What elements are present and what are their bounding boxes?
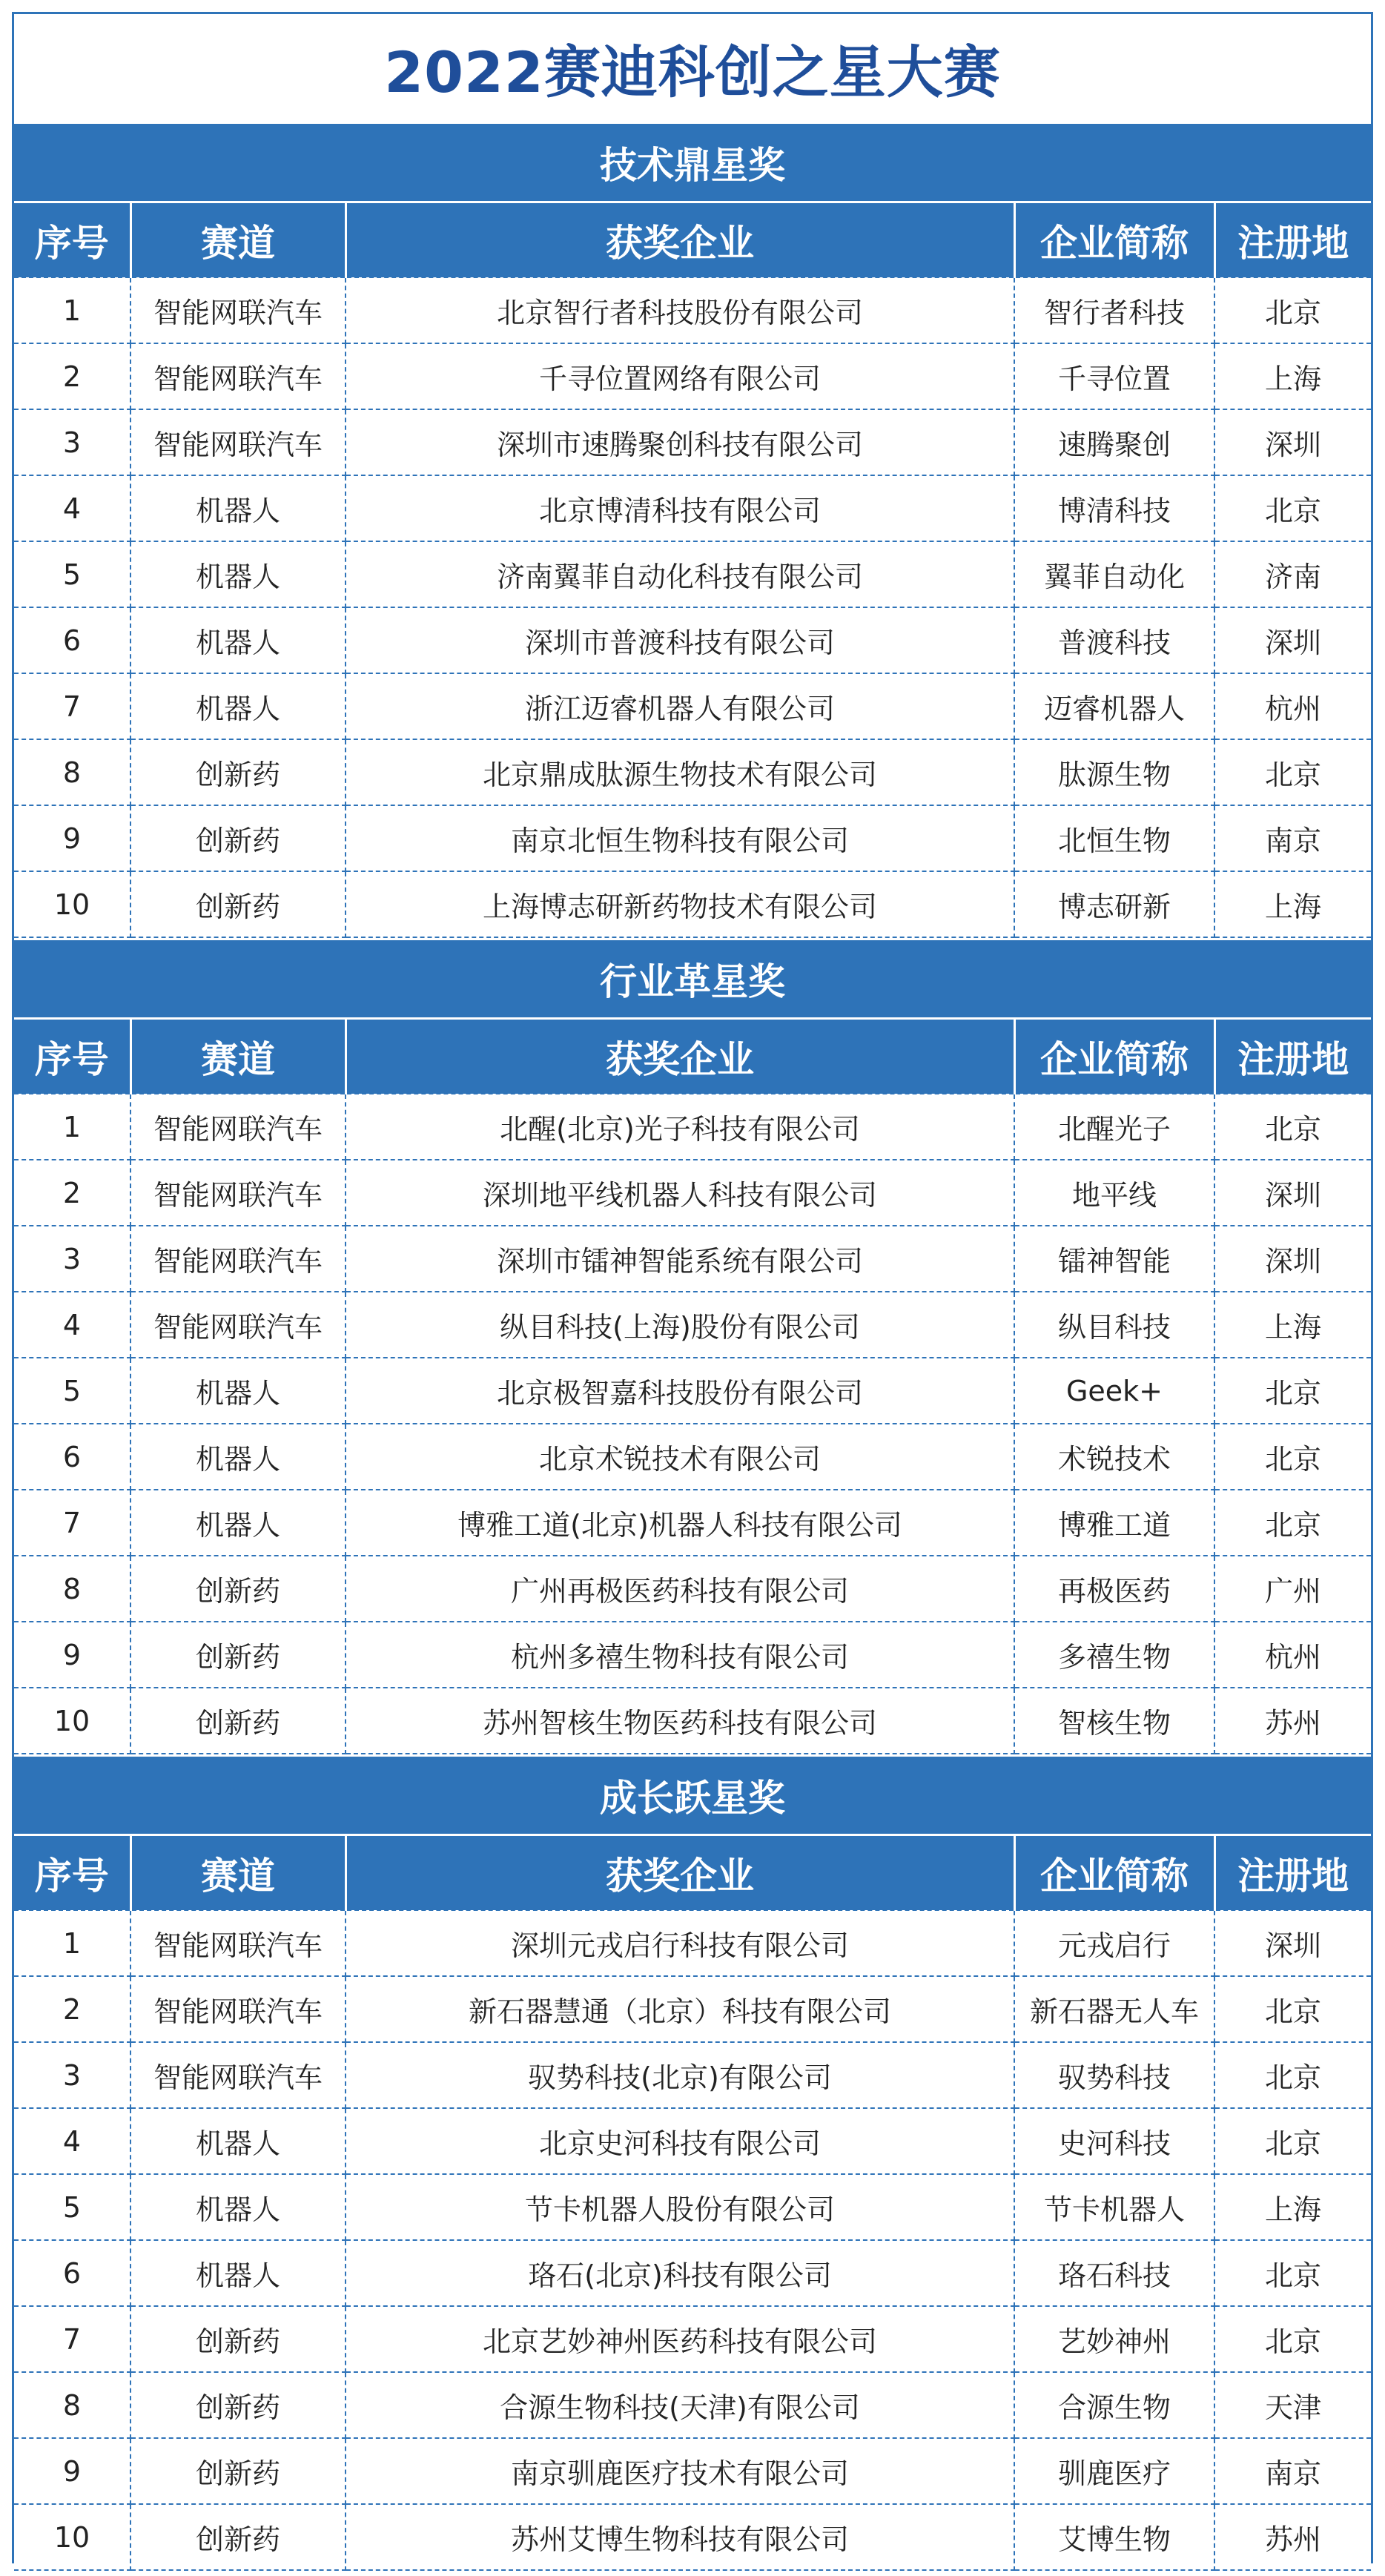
cell-track: 创新药 (130, 871, 346, 937)
cell-short-name: 纵目科技 (1014, 1292, 1214, 1358)
award-table (14, 1834, 1371, 2571)
cell-track: 创新药 (130, 2372, 346, 2438)
header-track: 赛道 (130, 1835, 346, 1911)
cell-seq: 10 (14, 2504, 130, 2570)
cell-company: 北京鼎成肽源生物技术有限公司 (346, 739, 1014, 805)
cell-track: 创新药 (130, 2438, 346, 2504)
cell-short-name: 博清科技 (1014, 475, 1214, 541)
table-row (14, 1292, 1371, 1358)
header-company: 获奖企业 (346, 1019, 1014, 1094)
table-row (14, 1490, 1371, 1556)
cell-company: 深圳地平线机器人科技有限公司 (346, 1160, 1014, 1226)
cell-short-name: 节卡机器人 (1014, 2174, 1214, 2240)
cell-company: 驭势科技(北京)有限公司 (346, 2042, 1014, 2108)
cell-short-name: 千寻位置 (1014, 343, 1214, 409)
cell-seq: 5 (14, 541, 130, 607)
table-row (14, 1160, 1371, 1226)
cell-location: 北京 (1214, 1490, 1371, 1556)
cell-location: 北京 (1214, 475, 1371, 541)
header-short-name: 企业简称 (1014, 1019, 1214, 1094)
cell-company: 苏州智核生物医药科技有限公司 (346, 1688, 1014, 1754)
cell-location: 北京 (1214, 2108, 1371, 2174)
cell-seq: 6 (14, 1424, 130, 1490)
award-section (14, 1754, 1371, 2571)
cell-short-name: 艾博生物 (1014, 2504, 1214, 2570)
cell-company: 北京艺妙神州医药科技有限公司 (346, 2306, 1014, 2372)
cell-seq: 4 (14, 2108, 130, 2174)
cell-location: 广州 (1214, 1556, 1371, 1622)
cell-seq: 5 (14, 1358, 130, 1424)
cell-seq: 4 (14, 475, 130, 541)
cell-seq: 7 (14, 673, 130, 739)
cell-track: 创新药 (130, 1622, 346, 1688)
cell-location: 北京 (1214, 1094, 1371, 1160)
cell-short-name: 速腾聚创 (1014, 409, 1214, 475)
cell-company: 纵目科技(上海)股份有限公司 (346, 1292, 1014, 1358)
table-row (14, 805, 1371, 871)
cell-location: 北京 (1214, 2240, 1371, 2306)
header-seq: 序号 (14, 1019, 130, 1094)
cell-location: 深圳 (1214, 607, 1371, 673)
cell-company: 浙江迈睿机器人有限公司 (346, 673, 1014, 739)
cell-seq: 8 (14, 1556, 130, 1622)
cell-short-name: Geek+ (1014, 1358, 1214, 1424)
cell-track: 机器人 (130, 2108, 346, 2174)
header-track: 赛道 (130, 202, 346, 278)
cell-short-name: 智核生物 (1014, 1688, 1214, 1754)
cell-location: 南京 (1214, 805, 1371, 871)
table-row (14, 2174, 1371, 2240)
cell-seq: 7 (14, 2306, 130, 2372)
cell-short-name: 驭势科技 (1014, 2042, 1214, 2108)
cell-short-name: 地平线 (1014, 1160, 1214, 1226)
cell-track: 机器人 (130, 2174, 346, 2240)
table-row (14, 277, 1371, 343)
table-row (14, 2042, 1371, 2108)
cell-company: 千寻位置网络有限公司 (346, 343, 1014, 409)
cell-short-name: 博志研新 (1014, 871, 1214, 937)
cell-company: 新石器慧通（北京）科技有限公司 (346, 1976, 1014, 2042)
cell-seq: 1 (14, 1094, 130, 1160)
cell-company: 北京史河科技有限公司 (346, 2108, 1014, 2174)
cell-location: 上海 (1214, 343, 1371, 409)
cell-location: 深圳 (1214, 409, 1371, 475)
cell-seq: 1 (14, 1910, 130, 1976)
cell-short-name: 新石器无人车 (1014, 1976, 1214, 2042)
cell-company: 合源生物科技(天津)有限公司 (346, 2372, 1014, 2438)
cell-short-name: 珞石科技 (1014, 2240, 1214, 2306)
cell-company: 深圳市普渡科技有限公司 (346, 607, 1014, 673)
cell-seq: 3 (14, 1226, 130, 1292)
cell-track: 机器人 (130, 541, 346, 607)
cell-track: 智能网联汽车 (130, 343, 346, 409)
table-row (14, 1226, 1371, 1292)
header-location: 注册地 (1214, 1835, 1371, 1911)
cell-track: 智能网联汽车 (130, 1910, 346, 1976)
cell-track: 智能网联汽车 (130, 409, 346, 475)
cell-track: 智能网联汽车 (130, 1976, 346, 2042)
cell-company: 博雅工道(北京)机器人科技有限公司 (346, 1490, 1014, 1556)
table-row (14, 2438, 1371, 2504)
table-row (14, 1622, 1371, 1688)
cell-short-name: 术锐技术 (1014, 1424, 1214, 1490)
cell-short-name: 智行者科技 (1014, 277, 1214, 343)
table-row (14, 2306, 1371, 2372)
table-row (14, 1976, 1371, 2042)
cell-company: 南京驯鹿医疗技术有限公司 (346, 2438, 1014, 2504)
table-row (14, 343, 1371, 409)
cell-location: 苏州 (1214, 2504, 1371, 2570)
cell-location: 上海 (1214, 2174, 1371, 2240)
table-row (14, 2108, 1371, 2174)
cell-seq: 4 (14, 1292, 130, 1358)
cell-short-name: 艺妙神州 (1014, 2306, 1214, 2372)
cell-company: 杭州多禧生物科技有限公司 (346, 1622, 1014, 1688)
header-company: 获奖企业 (346, 202, 1014, 278)
cell-company: 深圳市镭神智能系统有限公司 (346, 1226, 1014, 1292)
table-row (14, 541, 1371, 607)
cell-track: 创新药 (130, 739, 346, 805)
cell-track: 创新药 (130, 805, 346, 871)
header-seq: 序号 (14, 202, 130, 278)
cell-location: 深圳 (1214, 1226, 1371, 1292)
award-section (14, 122, 1371, 938)
cell-location: 杭州 (1214, 1622, 1371, 1688)
cell-seq: 6 (14, 2240, 130, 2306)
cell-track: 智能网联汽车 (130, 2042, 346, 2108)
cell-short-name: 镭神智能 (1014, 1226, 1214, 1292)
cell-track: 机器人 (130, 1490, 346, 1556)
section-title: 行业革星奖 (14, 938, 1371, 1017)
cell-company: 深圳市速腾聚创科技有限公司 (346, 409, 1014, 475)
cell-track: 机器人 (130, 607, 346, 673)
cell-location: 北京 (1214, 277, 1371, 343)
cell-seq: 5 (14, 2174, 130, 2240)
cell-company: 广州再极医药科技有限公司 (346, 1556, 1014, 1622)
cell-seq: 7 (14, 1490, 130, 1556)
cell-short-name: 北恒生物 (1014, 805, 1214, 871)
cell-seq: 3 (14, 409, 130, 475)
header-location: 注册地 (1214, 1019, 1371, 1094)
cell-seq: 2 (14, 1976, 130, 2042)
table-row (14, 1556, 1371, 1622)
cell-location: 北京 (1214, 2042, 1371, 2108)
cell-track: 机器人 (130, 1358, 346, 1424)
cell-track: 创新药 (130, 2306, 346, 2372)
cell-location: 深圳 (1214, 1160, 1371, 1226)
cell-company: 北京智行者科技股份有限公司 (346, 277, 1014, 343)
cell-seq: 2 (14, 343, 130, 409)
award-table (14, 201, 1371, 938)
header-row (14, 202, 1371, 278)
cell-company: 苏州艾博生物科技有限公司 (346, 2504, 1014, 2570)
cell-track: 创新药 (130, 2504, 346, 2570)
cell-seq: 10 (14, 871, 130, 937)
table-row (14, 871, 1371, 937)
table-row (14, 1910, 1371, 1976)
header-short-name: 企业简称 (1014, 1835, 1214, 1911)
cell-short-name: 驯鹿医疗 (1014, 2438, 1214, 2504)
table-row (14, 739, 1371, 805)
cell-seq: 8 (14, 2372, 130, 2438)
cell-location: 苏州 (1214, 1688, 1371, 1754)
cell-location: 北京 (1214, 1424, 1371, 1490)
page-title: 2022赛迪科创之星大赛 (384, 39, 1001, 105)
cell-company: 北京博清科技有限公司 (346, 475, 1014, 541)
cell-company: 深圳元戎启行科技有限公司 (346, 1910, 1014, 1976)
table-row (14, 1424, 1371, 1490)
cell-seq: 10 (14, 1688, 130, 1754)
cell-location: 北京 (1214, 2306, 1371, 2372)
cell-short-name: 普渡科技 (1014, 607, 1214, 673)
cell-seq: 1 (14, 277, 130, 343)
cell-short-name: 多禧生物 (1014, 1622, 1214, 1688)
table-row (14, 1094, 1371, 1160)
cell-track: 机器人 (130, 1424, 346, 1490)
cell-company: 珞石(北京)科技有限公司 (346, 2240, 1014, 2306)
cell-company: 济南翼菲自动化科技有限公司 (346, 541, 1014, 607)
cell-location: 北京 (1214, 1976, 1371, 2042)
cell-seq: 9 (14, 2438, 130, 2504)
cell-location: 上海 (1214, 1292, 1371, 1358)
header-seq: 序号 (14, 1835, 130, 1911)
cell-company: 南京北恒生物科技有限公司 (346, 805, 1014, 871)
cell-track: 智能网联汽车 (130, 1094, 346, 1160)
table-row (14, 475, 1371, 541)
award-section (14, 938, 1371, 1754)
cell-company: 北醒(北京)光子科技有限公司 (346, 1094, 1014, 1160)
cell-location: 北京 (1214, 739, 1371, 805)
cell-short-name: 迈睿机器人 (1014, 673, 1214, 739)
cell-short-name: 博雅工道 (1014, 1490, 1214, 1556)
cell-short-name: 史河科技 (1014, 2108, 1214, 2174)
cell-seq: 6 (14, 607, 130, 673)
cell-location: 北京 (1214, 1358, 1371, 1424)
cell-location: 南京 (1214, 2438, 1371, 2504)
cell-seq: 9 (14, 805, 130, 871)
header-location: 注册地 (1214, 202, 1371, 278)
cell-location: 深圳 (1214, 1910, 1371, 1976)
table-row (14, 2372, 1371, 2438)
cell-company: 北京术锐技术有限公司 (346, 1424, 1014, 1490)
cell-location: 上海 (1214, 871, 1371, 937)
cell-seq: 3 (14, 2042, 130, 2108)
award-sheet (12, 12, 1373, 2563)
cell-track: 智能网联汽车 (130, 1160, 346, 1226)
header-company: 获奖企业 (346, 1835, 1014, 1911)
cell-short-name: 北醒光子 (1014, 1094, 1214, 1160)
section-title: 技术鼎星奖 (14, 122, 1371, 201)
cell-seq: 8 (14, 739, 130, 805)
cell-company: 节卡机器人股份有限公司 (346, 2174, 1014, 2240)
table-row (14, 1358, 1371, 1424)
cell-seq: 9 (14, 1622, 130, 1688)
section-title: 成长跃星奖 (14, 1754, 1371, 1834)
cell-location: 济南 (1214, 541, 1371, 607)
cell-track: 机器人 (130, 475, 346, 541)
table-row (14, 2240, 1371, 2306)
header-row (14, 1835, 1371, 1911)
table-row (14, 1688, 1371, 1754)
cell-short-name: 合源生物 (1014, 2372, 1214, 2438)
cell-seq: 2 (14, 1160, 130, 1226)
header-track: 赛道 (130, 1019, 346, 1094)
cell-track: 创新药 (130, 1688, 346, 1754)
cell-short-name: 再极医药 (1014, 1556, 1214, 1622)
cell-track: 机器人 (130, 2240, 346, 2306)
table-row (14, 409, 1371, 475)
cell-short-name: 肽源生物 (1014, 739, 1214, 805)
cell-short-name: 元戎启行 (1014, 1910, 1214, 1976)
header-row (14, 1019, 1371, 1094)
cell-track: 机器人 (130, 673, 346, 739)
table-row (14, 607, 1371, 673)
cell-location: 天津 (1214, 2372, 1371, 2438)
cell-short-name: 翼菲自动化 (1014, 541, 1214, 607)
cell-company: 上海博志研新药物技术有限公司 (346, 871, 1014, 937)
cell-track: 创新药 (130, 1556, 346, 1622)
cell-track: 智能网联汽车 (130, 1292, 346, 1358)
table-row (14, 2504, 1371, 2570)
award-table (14, 1017, 1371, 1754)
cell-location: 杭州 (1214, 673, 1371, 739)
cell-track: 智能网联汽车 (130, 1226, 346, 1292)
cell-company: 北京极智嘉科技股份有限公司 (346, 1358, 1014, 1424)
cell-track: 智能网联汽车 (130, 277, 346, 343)
table-row (14, 673, 1371, 739)
header-short-name: 企业简称 (1014, 202, 1214, 278)
